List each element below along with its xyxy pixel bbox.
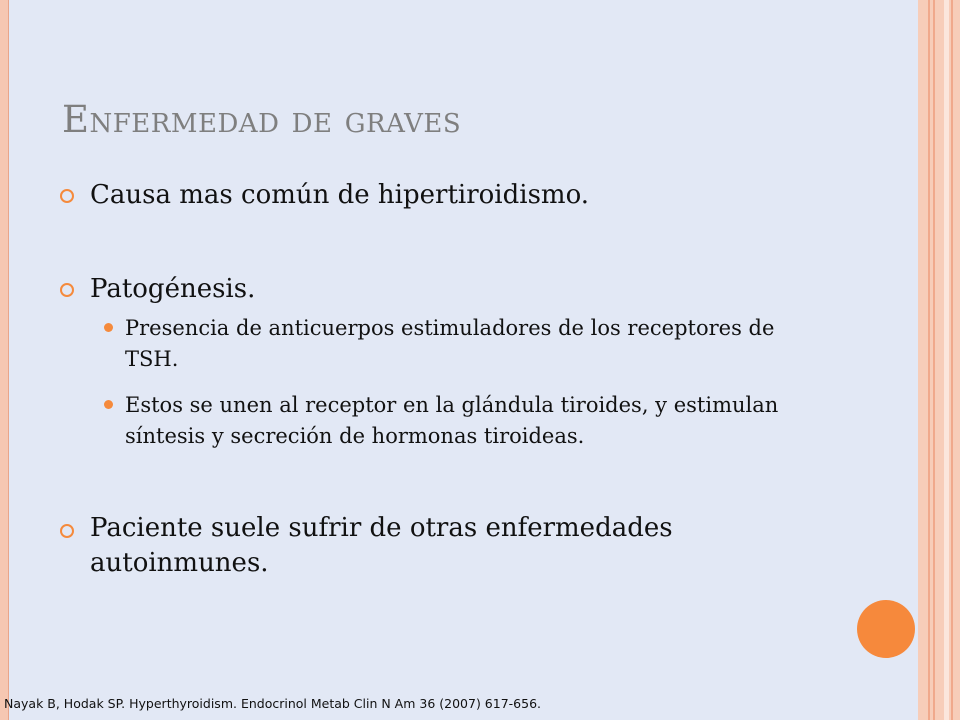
sub-bullet-dot-icon [104, 400, 113, 409]
sub-bullet-dot-icon [104, 323, 113, 332]
band-line [951, 0, 953, 720]
right-decorative-band [918, 0, 960, 720]
band-line [933, 0, 935, 720]
bullet-text: Paciente suele sufrir de otras enfermedades autoinmunes. [90, 513, 673, 578]
sub-bullet-text: Presencia de anticuerpos estimuladores de los receptores de TSH. [125, 316, 775, 371]
citation: Nayak B, Hodak SP. Hyperthyroidism. Endocrinol Metab Clin N Am 36 (2007) 617-656. [4, 696, 541, 711]
bullet-text: Patogénesis. [90, 274, 256, 304]
sub-bullet-text: Estos se unen al receptor en la glándula tiroides, y estimulan síntesis y secreción de hormonas tiroideas. [125, 393, 779, 448]
slide-title: Enfermedad de graves [62, 98, 462, 141]
band-line [928, 0, 930, 720]
bullet-circle-icon [60, 189, 74, 203]
bullet-circle-icon [60, 283, 74, 297]
bullet-circle-icon [60, 524, 74, 538]
bullet-text: Causa mas común de hipertiroidismo. [90, 180, 590, 210]
left-decorative-stripe [0, 0, 9, 720]
band-light-strip [944, 0, 949, 720]
decorative-orange-circle [857, 600, 915, 658]
